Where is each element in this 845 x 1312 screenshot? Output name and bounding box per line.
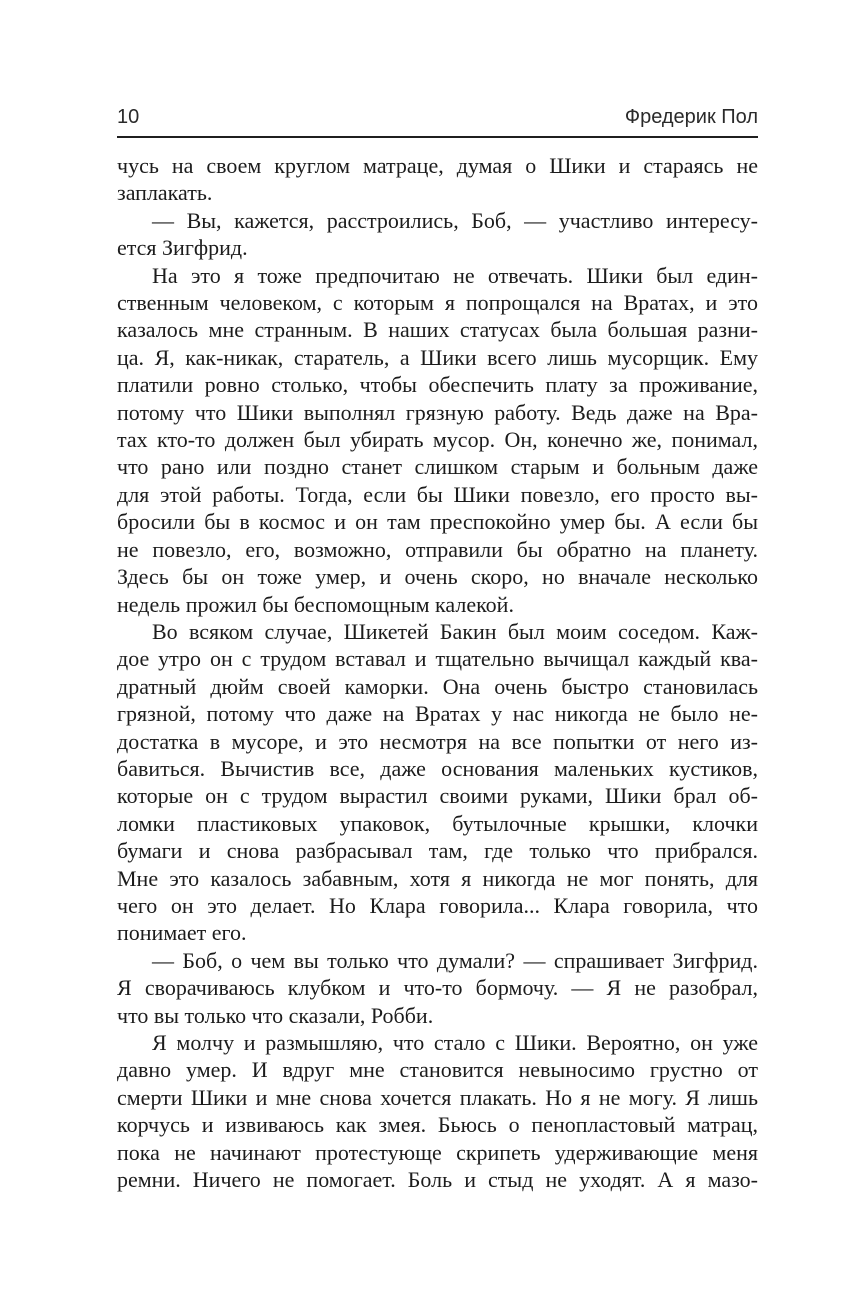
text-line: казалось мне странным. В наших статусах была большая разни-: [117, 317, 758, 343]
text-line: не повезло, его, возможно, отправили бы обратно на планету.: [117, 536, 758, 562]
text-line: дое утро он с трудом вставал и тщательно вычищал каждый ква-: [117, 646, 758, 672]
text-line: ется Зигфрид.: [117, 235, 248, 261]
paragraph: [117, 1029, 758, 1193]
header-rule: [117, 136, 758, 138]
text-line: смерти Шики и мне снова хочется плакать. Но я не могу. Я лишь: [117, 1084, 758, 1110]
text-line: бумаги и снова разбрасывал там, где только что прибрался.: [117, 838, 758, 864]
text-line: недель прожил бы беспомощным калекой.: [117, 591, 514, 617]
paragraph: [117, 947, 758, 1029]
text-line: для этой работы. Тогда, если бы Шики повезло, его просто вы-: [117, 481, 758, 507]
text-line: ремни. Ничего не помогает. Боль и стыд не уходят. А я мазо-: [117, 1167, 758, 1193]
text-line: Во всяком случае, Шикетей Бакин был моим соседом. Каж-: [152, 618, 758, 644]
text-line: достатка в мусоре, и это несмотря на все попытки от него из-: [117, 728, 758, 754]
text-line: ственным человеком, с которым я попрощался на Вратах, и это: [117, 290, 758, 316]
text-line: Мне это казалось забавным, хотя я никогда не мог понять, для: [117, 865, 758, 891]
text-line: грязной, потому что даже на Вратах у нас никогда не было не-: [117, 701, 758, 727]
body-text: [117, 152, 758, 1193]
page-header: [117, 105, 758, 129]
text-line: — Вы, кажется, расстроились, Боб, — участливо интересу-: [152, 207, 758, 233]
text-line: чусь на своем круглом матраце, думая о Шики и стараясь не: [117, 153, 758, 178]
text-line: Я молчу и размышляю, что стало с Шики. Вероятно, он уже: [152, 1030, 758, 1055]
text-line: понимает его.: [117, 920, 247, 946]
paragraph: [117, 152, 758, 207]
text-line: ца. Я, как-никак, старатель, а Шики всего лишь мусорщик. Ему: [117, 344, 758, 370]
text-line: корчусь и извиваюсь как змея. Бьюсь о пенопластовый матрац,: [117, 1112, 758, 1138]
text-line: заплакать.: [117, 180, 213, 206]
text-line: платили ровно столько, чтобы обеспечить плату за проживание,: [117, 372, 758, 398]
text-line: чего он это делает. Но Клара говорила... Клара говорила, что: [117, 892, 758, 918]
text-line: дратный дюйм своей каморки. Она очень быстро становилась: [117, 673, 758, 699]
running-head-author: Фредерик Пол: [624, 106, 758, 128]
paragraph: [117, 262, 758, 618]
text-line: что рано или поздно станет слишком старым и больным даже: [117, 454, 758, 480]
text-line: Я сворачиваюсь клубком и что-то бормочу. — Я не разобрал,: [117, 975, 758, 1001]
paragraph: [117, 618, 758, 947]
text-line: бавиться. Вычистив все, даже основания маленьких кустиков,: [117, 755, 758, 781]
text-line: пока не начинают протестующе скрипеть удерживающие меня: [117, 1139, 758, 1165]
text-line: Здесь бы он тоже умер, и очень скоро, но вначале несколько: [117, 564, 758, 590]
text-line: бросили бы в космос и он там преспокойно умер бы. А если бы: [117, 509, 758, 535]
text-line: На это я тоже предпочитаю не отвечать. Шики был един-: [152, 262, 758, 288]
text-line: что вы только что сказали, Робби.: [117, 1002, 434, 1028]
text-line: потому что Шики выполнял грязную работу. Ведь даже на Вра-: [117, 399, 758, 425]
page-number: 10: [117, 106, 140, 128]
paragraph: [117, 207, 758, 262]
text-line: — Боб, о чем вы только что думали? — спрашивает Зигфрид.: [152, 947, 758, 973]
text-line: тах кто-то должен был убирать мусор. Он, конечно же, понимал,: [117, 427, 758, 453]
text-line: давно умер. И вдруг мне становится невыносимо грустно от: [117, 1057, 758, 1083]
text-line: которые он с трудом вырастил своими руками, Шики брал об-: [117, 783, 758, 809]
text-line: ломки пластиковых упаковок, бутылочные крышки, клочки: [117, 810, 758, 836]
